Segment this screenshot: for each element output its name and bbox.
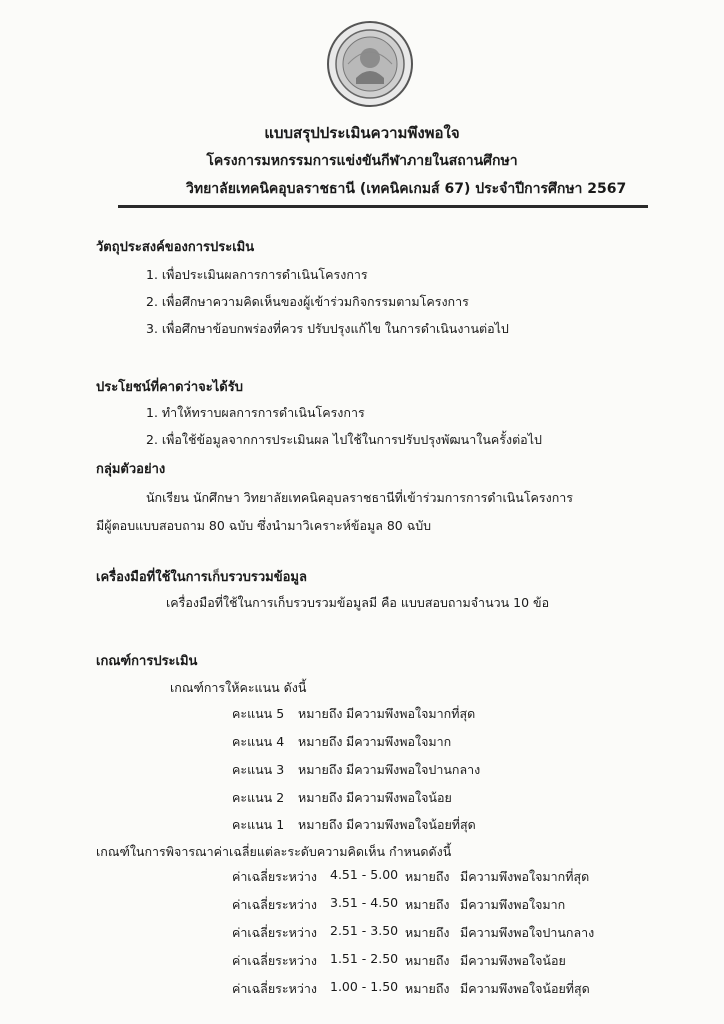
average-desc: มีความพึงพอใจน้อย bbox=[460, 953, 566, 968]
score-desc: มีความพึงพอใจปานกลาง bbox=[346, 762, 481, 777]
form-title: แบบสรุปประเมินความพึงพอใจ bbox=[264, 124, 460, 142]
benefit-item: 1. ทำให้ทราบผลการการดำเนินโครงการ bbox=[146, 405, 365, 420]
criteria-heading: เกณฑ์การประเมิน bbox=[96, 654, 198, 669]
score-means: หมายถึง bbox=[298, 762, 343, 777]
average-label: ค่าเฉลี่ยระหว่าง bbox=[232, 981, 317, 996]
score-desc: มีความพึงพอใจน้อย bbox=[346, 790, 452, 805]
average-range: 3.51 - 4.50 bbox=[330, 895, 399, 910]
score-desc: มีความพึงพอใจน้อยที่สุด bbox=[346, 817, 476, 832]
average-means: หมายถึง bbox=[405, 953, 450, 968]
average-means: หมายถึง bbox=[405, 869, 450, 884]
score-label: คะแนน 1 bbox=[232, 817, 285, 832]
average-means: หมายถึง bbox=[405, 897, 450, 912]
score-means: หมายถึง bbox=[298, 706, 343, 721]
average-label: ค่าเฉลี่ยระหว่าง bbox=[232, 925, 317, 940]
sample-heading: กลุ่มตัวอย่าง bbox=[96, 462, 166, 477]
tools-heading: เครื่องมือที่ใช้ในการเก็บรวบรวมข้อมูล bbox=[96, 570, 307, 585]
benefits-heading: ประโยชน์ที่คาดว่าจะได้รับ bbox=[96, 380, 243, 395]
average-label: ค่าเฉลี่ยระหว่าง bbox=[232, 953, 317, 968]
college-line: วิทยาลัยเทคนิคอุบลราชธานี (เทคนิคเกมส์ 67) ประจำปีการศึกษา 2567 bbox=[186, 181, 627, 197]
tools-text: เครื่องมือที่ใช้ในการเก็บรวบรวมข้อมูลมี คือ แบบสอบถามจำนวน 10 ข้อ bbox=[166, 595, 550, 610]
score-desc: มีความพึงพอใจมากที่สุด bbox=[346, 706, 476, 721]
score-label: คะแนน 5 bbox=[232, 706, 285, 721]
benefit-item: 2. เพื่อใช้ข้อมูลจากการประเมินผล ไปใช้ในการปรับปรุงพัฒนาในครั้งต่อไป bbox=[146, 432, 542, 447]
sample-line-1: นักเรียน นักศึกษา วิทยาลัยเทคนิคอุบลราชธานีที่เข้าร่วมการการดำเนินโครงการ bbox=[146, 490, 574, 505]
average-desc: มีความพึงพอใจน้อยที่สุด bbox=[460, 981, 590, 996]
average-range: 2.51 - 3.50 bbox=[330, 923, 399, 938]
average-means: หมายถึง bbox=[405, 925, 450, 940]
average-means: หมายถึง bbox=[405, 981, 450, 996]
sample-line-2: มีผู้ตอบแบบสอบถาม 80 ฉบับ ซึ่งนำมาวิเคราะห์ข้อมูล 80 ฉบับ bbox=[96, 518, 432, 533]
average-range: 1.51 - 2.50 bbox=[330, 951, 399, 966]
average-label: ค่าเฉลี่ยระหว่าง bbox=[232, 897, 317, 912]
score-means: หมายถึง bbox=[298, 734, 343, 749]
scoring-intro: เกณฑ์การให้คะแนน ดังนี้ bbox=[170, 680, 307, 695]
score-label: คะแนน 3 bbox=[232, 762, 285, 777]
score-means: หมายถึง bbox=[298, 817, 343, 832]
average-label: ค่าเฉลี่ยระหว่าง bbox=[232, 869, 317, 884]
objective-item: 3. เพื่อศึกษาข้อบกพร่องที่ควร ปรับปรุงแก้ไข ในการดำเนินงานต่อไป bbox=[146, 321, 509, 336]
college-seal-icon bbox=[326, 20, 414, 108]
score-label: คะแนน 2 bbox=[232, 790, 285, 805]
average-intro: เกณฑ์ในการพิจารณาค่าเฉลี่ยแต่ละระดับความคิดเห็น กำหนดดังนี้ bbox=[96, 844, 452, 859]
average-range: 4.51 - 5.00 bbox=[330, 867, 399, 882]
objectives-heading: วัตถุประสงค์ของการประเมิน bbox=[96, 240, 255, 255]
objective-item: 1. เพื่อประเมินผลการการดำเนินโครงการ bbox=[146, 267, 368, 282]
project-title: โครงการมหกรรมการแข่งขันกีฬาภายในสถานศึกษา bbox=[206, 153, 518, 169]
objective-item: 2. เพื่อศึกษาความคิดเห็นของผู้เข้าร่วมกิจกรรมตามโครงการ bbox=[146, 294, 469, 309]
score-desc: มีความพึงพอใจมาก bbox=[346, 734, 452, 749]
score-label: คะแนน 4 bbox=[232, 734, 285, 749]
average-desc: มีความพึงพอใจมากที่สุด bbox=[460, 869, 590, 884]
average-desc: มีความพึงพอใจมาก bbox=[460, 897, 566, 912]
header-divider bbox=[118, 205, 648, 208]
score-means: หมายถึง bbox=[298, 790, 343, 805]
average-desc: มีความพึงพอใจปานกลาง bbox=[460, 925, 595, 940]
average-range: 1.00 - 1.50 bbox=[330, 979, 399, 994]
